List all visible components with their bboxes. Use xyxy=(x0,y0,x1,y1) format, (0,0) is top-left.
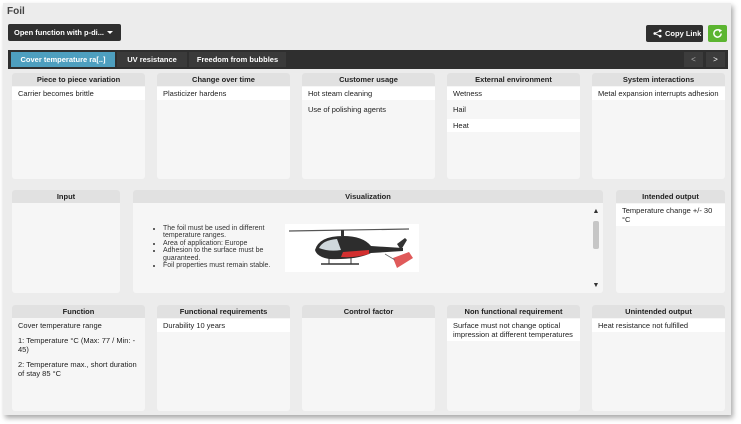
refresh-icon xyxy=(712,28,723,39)
list-item[interactable]: Durability 10 years xyxy=(157,319,290,332)
panel-title: Piece to piece variation xyxy=(12,73,145,86)
share-icon xyxy=(653,29,662,38)
tab-uv-resistance[interactable] xyxy=(117,52,187,67)
panel-title: Functional requirements xyxy=(157,305,290,318)
tab-label: UV resistance xyxy=(127,55,177,64)
list-item[interactable]: Heat resistance not fulfilled xyxy=(592,319,725,332)
tab-label: Cover temperature ra[..] xyxy=(20,55,106,64)
panel-title: Change over time xyxy=(157,73,290,86)
tab-bar xyxy=(8,50,728,69)
list-item[interactable]: Surface must not change optical impression at different temperatures xyxy=(447,319,580,341)
panel-title: Customer usage xyxy=(302,73,435,86)
panel-visualization xyxy=(133,190,603,293)
panel-title: Input xyxy=(12,190,120,203)
panel-title: External environment xyxy=(447,73,580,86)
tab-label: Freedom from bubbles xyxy=(196,55,279,64)
visualization-bullets xyxy=(153,225,293,269)
copy-link-label: Copy Link xyxy=(665,29,702,38)
function-name: Cover temperature range xyxy=(18,321,102,330)
refresh-button[interactable] xyxy=(708,25,727,42)
list-item[interactable]: Hot steam cleaning xyxy=(302,87,435,100)
app-window xyxy=(3,3,731,415)
bullet-item: • The foil must be used in different temperature ranges. xyxy=(163,225,293,240)
tab-cover-temperature[interactable] xyxy=(11,52,115,67)
open-function-label: Open function with p-di... xyxy=(14,28,104,37)
panel-title: Intended output xyxy=(616,190,725,203)
scrollbar-thumb[interactable] xyxy=(593,221,599,249)
panel-title: Unintended output xyxy=(592,305,725,318)
panel-non-functional-requirement xyxy=(447,305,580,411)
visualization-scrollbar[interactable] xyxy=(591,207,601,290)
scroll-down-icon[interactable]: ▼ xyxy=(592,282,600,289)
tab-freedom-from-bubbles[interactable] xyxy=(189,52,286,67)
list-item[interactable]: Temperature change +/- 30 °C xyxy=(616,204,725,226)
tab-prev-button[interactable]: < xyxy=(684,52,703,67)
panel-title: Control factor xyxy=(302,305,435,318)
panel-title: System interactions xyxy=(592,73,725,86)
panel-title: Visualization xyxy=(133,190,603,203)
panel-external-environment xyxy=(447,73,580,179)
chevron-down-icon xyxy=(107,31,113,34)
open-function-dropdown[interactable] xyxy=(8,24,121,41)
panel-functional-requirements xyxy=(157,305,290,411)
panel-unintended-output xyxy=(592,305,725,411)
panel-piece-to-piece-variation xyxy=(12,73,145,179)
panel-title: Non functional requirement xyxy=(447,305,580,318)
function-detail: 1: Temperature °C (Max: 77 / Min: - 45) xyxy=(18,336,136,354)
list-item[interactable]: Carrier becomes brittle xyxy=(12,87,145,100)
list-item[interactable]: Metal expansion interrupts adhesion xyxy=(592,87,725,100)
panel-system-interactions xyxy=(592,73,725,179)
page-title: Foil xyxy=(7,6,25,17)
list-item[interactable]: Use of polishing agents xyxy=(302,103,435,116)
list-item[interactable]: Plasticizer hardens xyxy=(157,87,290,100)
panel-control-factor xyxy=(302,305,435,411)
panel-intended-output xyxy=(616,190,725,293)
tab-next-button[interactable]: > xyxy=(706,52,725,67)
scroll-up-icon[interactable]: ▲ xyxy=(592,208,600,215)
helicopter-image xyxy=(285,224,419,272)
list-item[interactable]: Hail xyxy=(447,103,580,116)
panel-input xyxy=(12,190,120,293)
bullet-item: • Area of application: Europe xyxy=(163,240,293,247)
function-detail: 2: Temperature max., short duration of stay 85 °C xyxy=(18,360,137,378)
list-item[interactable]: Heat xyxy=(447,119,580,132)
panel-customer-usage xyxy=(302,73,435,179)
panel-function xyxy=(12,305,145,411)
panel-change-over-time xyxy=(157,73,290,179)
copy-link-button[interactable] xyxy=(646,25,703,42)
panel-title: Function xyxy=(12,305,145,318)
list-item[interactable]: Wetness xyxy=(447,87,580,100)
bullet-item: • Foil properties must remain stable. xyxy=(163,262,293,269)
bullet-item: • Adhesion to the surface must be guaranteed. xyxy=(163,247,293,262)
